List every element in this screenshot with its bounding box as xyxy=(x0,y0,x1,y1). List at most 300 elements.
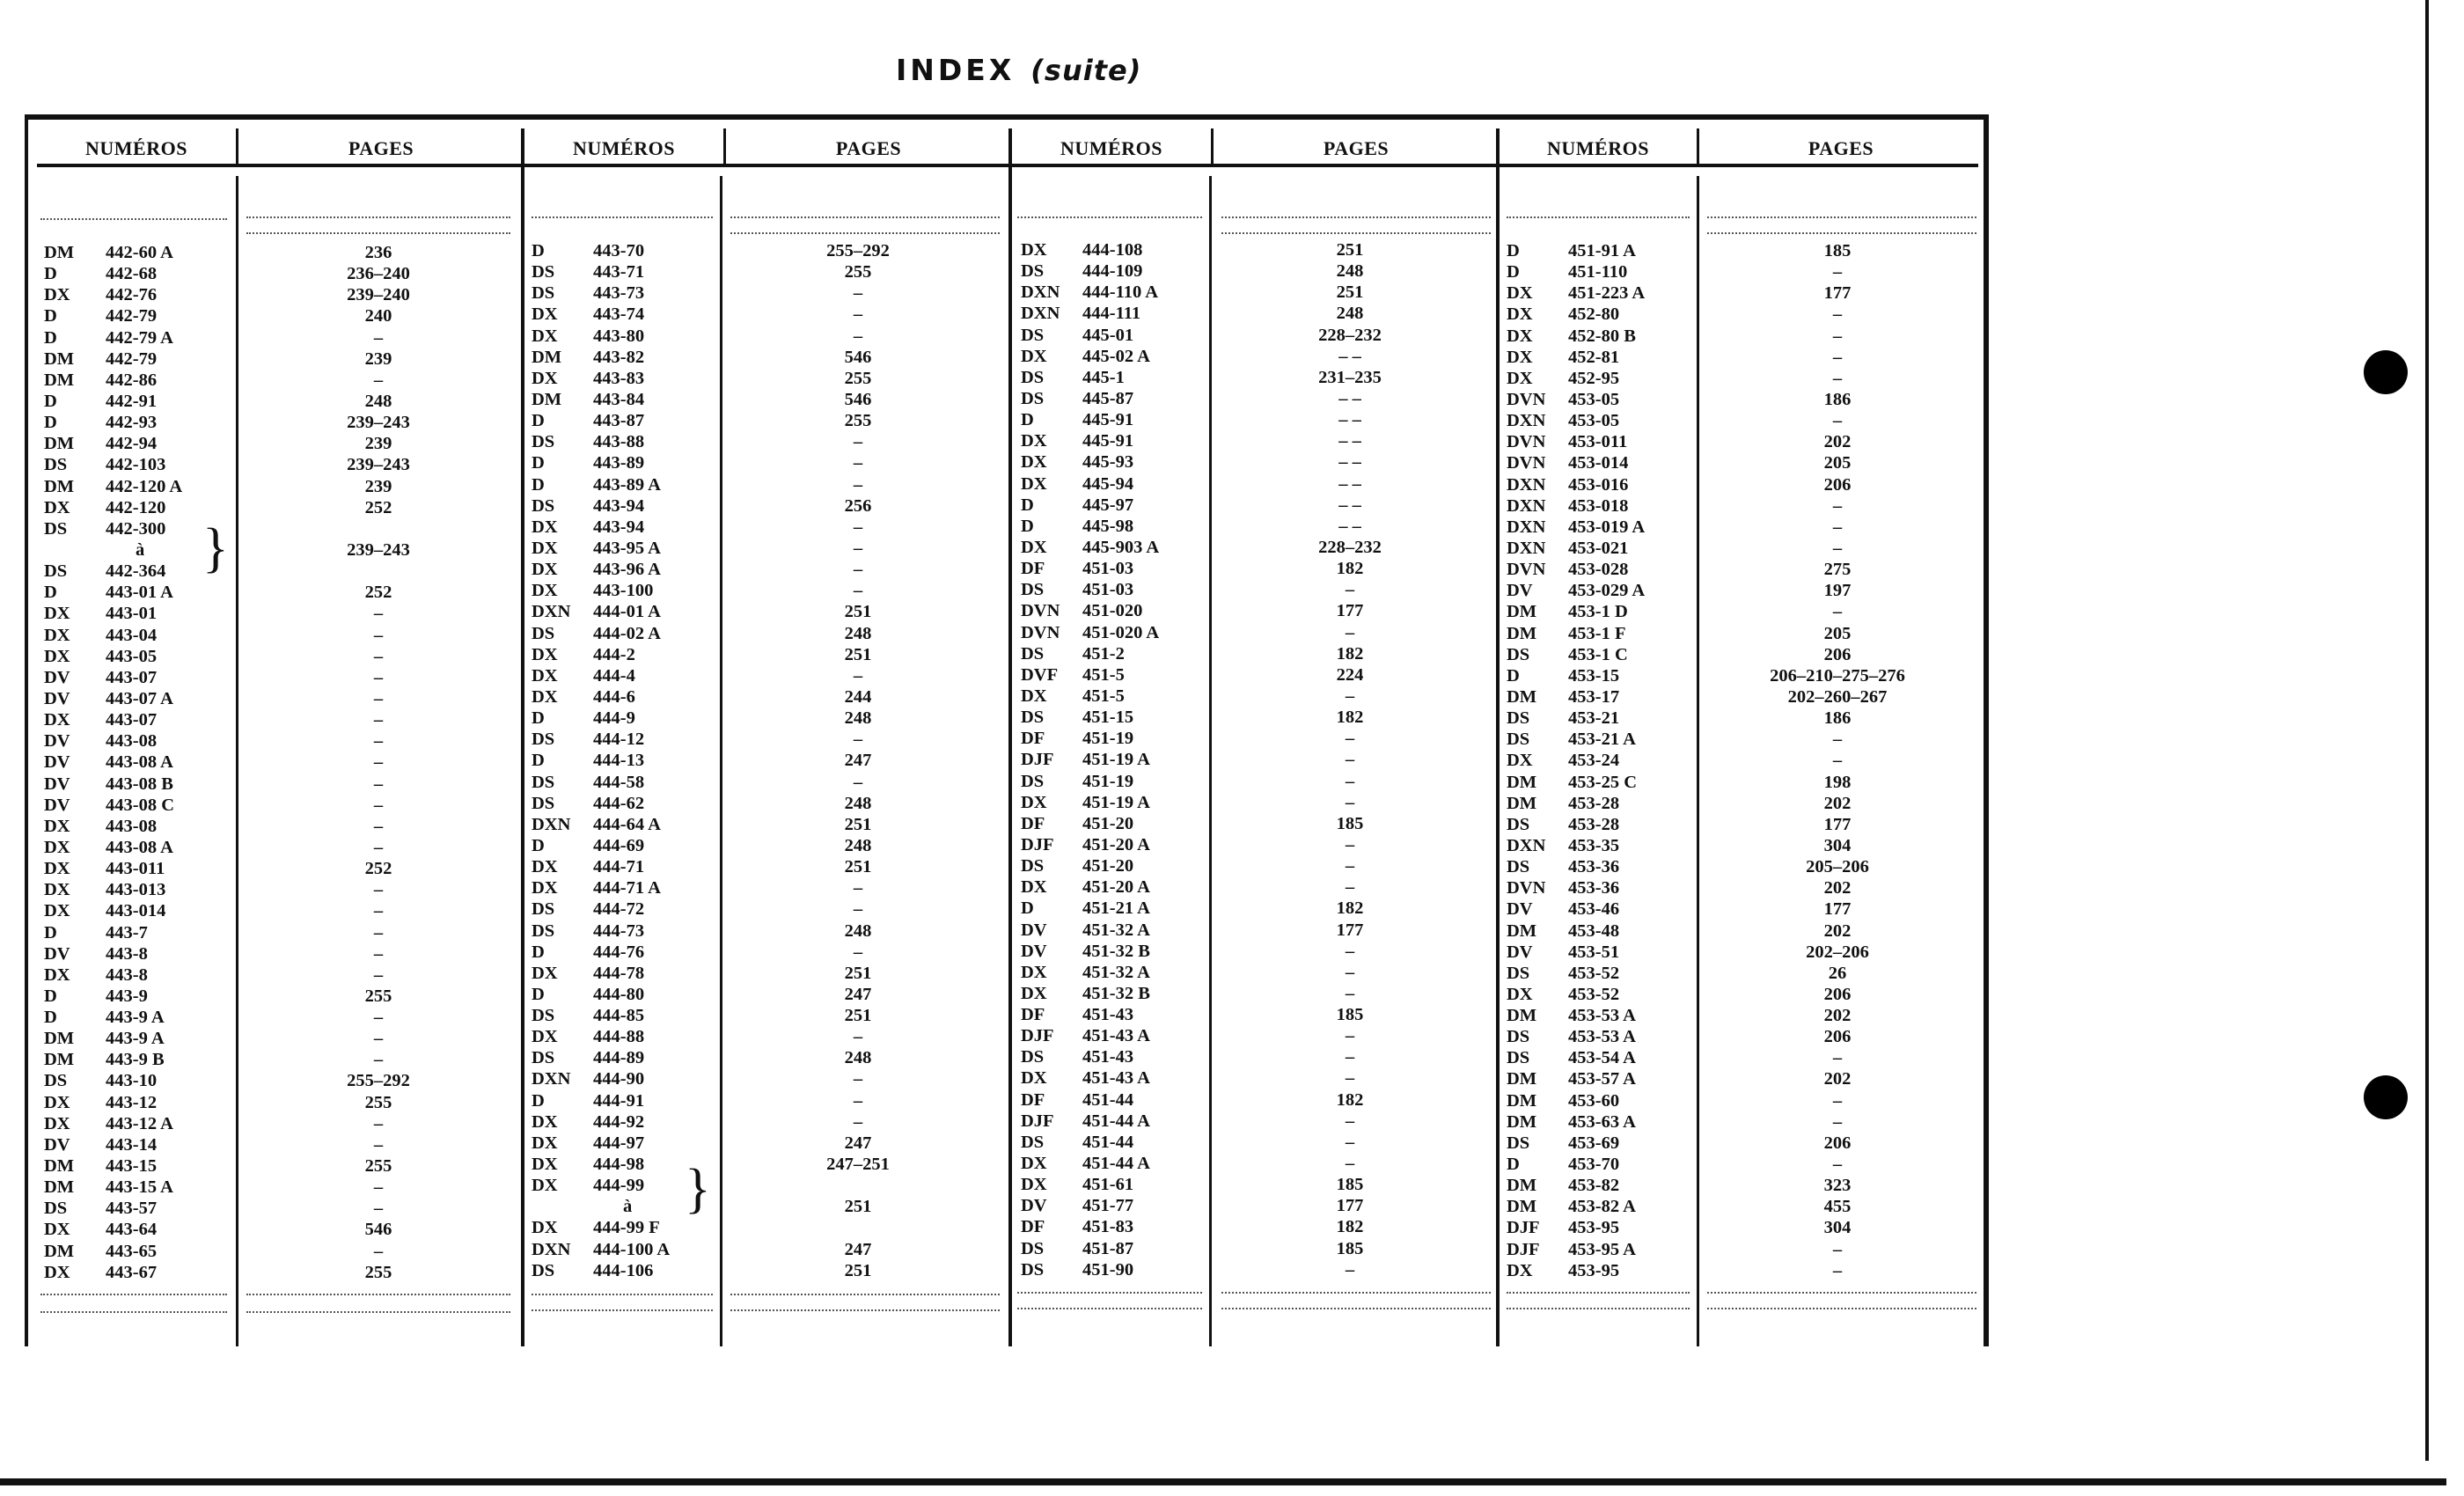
index-number: 451-21 A xyxy=(1082,898,1150,919)
index-number: 451-32 B xyxy=(1082,941,1150,961)
index-row xyxy=(44,900,519,921)
index-pages: – xyxy=(1832,730,1843,750)
index-number: 442-94 xyxy=(106,434,158,454)
index-pages: – xyxy=(1345,1111,1355,1131)
index-prefix: DS xyxy=(1021,1238,1045,1258)
index-row xyxy=(532,963,1007,984)
header-numeros-4: NUMÉROS xyxy=(1547,137,1649,159)
index-prefix: DS xyxy=(44,455,68,475)
index-pages: 202 xyxy=(1823,1006,1852,1026)
index-number: 451-43 A xyxy=(1082,1068,1150,1089)
index-prefix: DF xyxy=(1021,1217,1045,1237)
index-number: 453-17 xyxy=(1568,686,1620,707)
index-pages: – – xyxy=(1338,495,1361,515)
column-divider xyxy=(236,128,238,164)
index-prefix: DM xyxy=(1507,1176,1537,1196)
index-prefix: DS xyxy=(1507,1133,1530,1153)
index-number: 453-21 xyxy=(1568,708,1620,729)
index-row xyxy=(1507,1005,1982,1026)
index-pages: – xyxy=(373,327,384,348)
index-row xyxy=(1021,792,1496,813)
index-pages: 247 xyxy=(844,751,872,771)
punch-hole xyxy=(2364,350,2408,394)
column-divider xyxy=(723,128,726,164)
index-row xyxy=(1507,368,1982,389)
index-row xyxy=(1021,834,1496,855)
index-number: 453-51 xyxy=(1568,942,1620,962)
index-row xyxy=(1021,1216,1496,1237)
index-row xyxy=(532,772,1007,793)
index-number: 443-08 C xyxy=(106,795,175,815)
index-prefix: DX xyxy=(1021,983,1047,1003)
index-section-4 xyxy=(1507,240,1982,1281)
index-number: 445-91 xyxy=(1082,431,1134,451)
index-row xyxy=(532,1111,1007,1133)
dotted-rule xyxy=(246,1311,510,1313)
index-row xyxy=(532,644,1007,665)
index-pages: 248 xyxy=(364,391,392,411)
index-prefix: DX xyxy=(44,1220,70,1240)
index-row xyxy=(532,431,1007,452)
index-row xyxy=(1507,665,1982,686)
index-row xyxy=(532,261,1007,282)
index-pages: – xyxy=(373,795,384,815)
index-number: 452-80 xyxy=(1568,304,1620,325)
index-number: 442-91 xyxy=(106,391,158,411)
index-pages: 248 xyxy=(1336,261,1364,282)
index-number: 444-99 F xyxy=(593,1218,660,1238)
index-row xyxy=(44,943,519,964)
index-row xyxy=(44,284,519,305)
index-row xyxy=(1021,1174,1496,1195)
index-row xyxy=(44,646,519,667)
index-pages: – xyxy=(1345,1259,1355,1280)
index-row xyxy=(1021,941,1496,962)
page-title xyxy=(896,53,1141,87)
index-number: 445-97 xyxy=(1082,495,1134,515)
index-row xyxy=(44,986,519,1007)
index-pages: – xyxy=(1345,1132,1355,1152)
index-prefix: DX xyxy=(1021,1068,1047,1089)
index-prefix: DX xyxy=(532,878,558,898)
index-pages: – xyxy=(373,1177,384,1198)
index-pages: – xyxy=(1832,347,1843,367)
index-prefix: DX xyxy=(44,1262,70,1282)
index-pages: – xyxy=(373,731,384,752)
index-prefix: DX xyxy=(44,964,70,985)
index-pages: 182 xyxy=(1336,1089,1364,1110)
index-prefix: DX xyxy=(1021,792,1047,812)
index-pages: 197 xyxy=(1823,581,1852,601)
index-number: 443-08 xyxy=(106,731,158,752)
index-number: 453-05 xyxy=(1568,411,1620,431)
index-prefix: DF xyxy=(1021,559,1045,579)
index-row xyxy=(44,1028,519,1049)
index-row xyxy=(532,559,1007,580)
index-pages: – xyxy=(1345,622,1355,642)
index-number: 451-03 xyxy=(1082,559,1134,579)
index-prefix: DXN xyxy=(532,1239,571,1259)
index-row xyxy=(1021,473,1496,495)
index-pages: 202–206 xyxy=(1806,942,1869,962)
index-prefix: D xyxy=(532,411,545,431)
index-prefix: D xyxy=(44,327,57,348)
index-prefix: DX xyxy=(532,963,558,983)
index-pages: 206 xyxy=(1823,984,1852,1004)
dotted-rule xyxy=(1221,216,1491,218)
index-row xyxy=(532,877,1007,898)
index-number: 443-9 xyxy=(106,986,148,1006)
index-pages: – xyxy=(853,432,863,452)
index-row xyxy=(1507,1111,1982,1133)
index-pages: – xyxy=(1345,729,1355,749)
index-pages: 251 xyxy=(844,1006,872,1026)
index-row xyxy=(44,625,519,646)
index-prefix: DM xyxy=(44,476,75,496)
index-prefix: DV xyxy=(44,688,70,708)
index-row xyxy=(1507,1090,1982,1111)
index-pages: – xyxy=(1832,326,1843,346)
index-prefix: DX xyxy=(532,326,558,346)
index-row xyxy=(1021,260,1496,282)
index-prefix: DVF xyxy=(1021,664,1059,685)
index-number: 444-6 xyxy=(593,686,635,707)
index-number: 443-011 xyxy=(106,859,165,879)
index-number: 444-62 xyxy=(593,793,645,813)
index-row xyxy=(1021,898,1496,919)
index-pages: – xyxy=(1832,368,1843,388)
index-prefix: DM xyxy=(1507,623,1537,643)
index-pages: – xyxy=(373,816,384,836)
index-prefix: DJF xyxy=(1021,750,1054,770)
index-row xyxy=(1021,451,1496,473)
index-number: 444-76 xyxy=(593,942,645,962)
index-prefix: DS xyxy=(1021,856,1045,876)
index-prefix: D xyxy=(44,306,57,326)
index-prefix: DM xyxy=(1507,793,1537,813)
index-pages: – xyxy=(373,837,384,857)
index-pages: – – xyxy=(1338,431,1361,451)
index-prefix: DVN xyxy=(1507,432,1546,452)
index-pages: – xyxy=(373,688,384,708)
dotted-rule xyxy=(40,1311,227,1313)
index-prefix: DM xyxy=(44,370,75,390)
index-row xyxy=(1021,1025,1496,1046)
index-pages: 251 xyxy=(844,857,872,877)
index-row xyxy=(1507,686,1982,708)
column-divider xyxy=(1697,128,1699,164)
index-prefix: DJF xyxy=(1507,1218,1540,1238)
index-number: 453-35 xyxy=(1568,835,1620,855)
index-row xyxy=(1507,835,1982,856)
index-prefix: DM xyxy=(44,1177,75,1198)
index-prefix: DV xyxy=(44,774,70,794)
index-number: 452-81 xyxy=(1568,347,1620,367)
index-number: 451-19 xyxy=(1082,729,1134,749)
index-pages: – xyxy=(853,326,863,346)
page-edge xyxy=(0,1478,2446,1485)
index-pages: – xyxy=(1345,580,1355,600)
index-pages: 202 xyxy=(1823,793,1852,813)
index-number: 453-21 A xyxy=(1568,730,1636,750)
index-pages: 239 xyxy=(364,476,392,496)
index-row xyxy=(44,476,519,497)
index-row xyxy=(532,920,1007,942)
index-prefix: DXN xyxy=(1507,538,1546,558)
index-row xyxy=(1021,686,1496,707)
index-prefix: DS xyxy=(1507,963,1530,983)
index-pages: – xyxy=(1832,304,1843,325)
index-row xyxy=(1507,1217,1982,1238)
index-pages: – xyxy=(373,1113,384,1133)
index-row xyxy=(1021,516,1496,537)
index-prefix: DX xyxy=(44,880,70,900)
index-number: 443-100 xyxy=(593,581,654,601)
index-pages: – xyxy=(1345,1047,1355,1067)
index-prefix: DX xyxy=(44,285,70,305)
index-row xyxy=(44,816,519,837)
index-pages: – xyxy=(853,942,863,962)
punch-hole xyxy=(2364,1075,2408,1119)
index-number: 443-014 xyxy=(106,901,166,921)
index-number: 444-85 xyxy=(593,1006,645,1026)
index-row xyxy=(1507,410,1982,431)
index-number: 443-10 xyxy=(106,1071,158,1091)
index-prefix: DF xyxy=(1021,1089,1045,1110)
index-pages: – xyxy=(853,1090,863,1111)
index-row xyxy=(1507,898,1982,920)
index-row xyxy=(44,1007,519,1028)
index-number: 443-82 xyxy=(593,347,645,367)
index-prefix: DS xyxy=(1021,367,1045,387)
index-number: 444-4 xyxy=(593,665,635,686)
index-section-3 xyxy=(1021,239,1496,1280)
index-row xyxy=(1021,579,1496,600)
index-prefix: DS xyxy=(532,1260,555,1280)
index-prefix: DX xyxy=(1507,984,1533,1004)
index-pages: – xyxy=(853,1069,863,1089)
index-number: 443-73 xyxy=(593,283,645,304)
index-row xyxy=(532,1068,1007,1089)
index-number: 453-15 xyxy=(1568,665,1620,686)
index-pages: – xyxy=(373,943,384,964)
dotted-rule xyxy=(1507,1292,1690,1294)
index-prefix: D xyxy=(532,835,545,855)
index-number: 443-94 xyxy=(593,517,645,537)
index-prefix: DX xyxy=(532,1111,558,1132)
index-number: 442-103 xyxy=(106,455,166,475)
index-number: 445-903 A xyxy=(1082,537,1160,557)
index-pages: 546 xyxy=(844,389,872,409)
index-row xyxy=(532,729,1007,750)
section-divider xyxy=(521,128,524,1346)
index-row xyxy=(532,452,1007,473)
index-row xyxy=(1021,1046,1496,1067)
index-row xyxy=(1021,388,1496,409)
index-number: 444-69 xyxy=(593,835,645,855)
index-pages: 256 xyxy=(844,495,872,516)
index-prefix: DX xyxy=(44,646,70,666)
header-pages-1: PAGES xyxy=(348,137,414,159)
index-number: 453-028 xyxy=(1568,560,1629,580)
index-prefix: DV xyxy=(44,943,70,964)
index-row xyxy=(1507,1239,1982,1260)
index-pages: 323 xyxy=(1823,1176,1852,1196)
index-pages: 248 xyxy=(844,835,872,855)
index-number: 442-79 xyxy=(106,306,158,326)
index-number: 443-57 xyxy=(106,1199,158,1219)
index-pages: 251 xyxy=(1336,240,1364,260)
index-row xyxy=(1021,920,1496,941)
index-number: 451-32 A xyxy=(1082,920,1150,940)
index-number: 444-71 A xyxy=(593,878,661,898)
index-number: 451-20 xyxy=(1082,813,1134,833)
index-prefix: D xyxy=(532,708,545,729)
index-prefix: DX xyxy=(532,304,558,325)
index-row xyxy=(1021,303,1496,324)
index-number: 443-8 xyxy=(106,943,148,964)
index-pages: – – xyxy=(1338,516,1361,536)
index-prefix: D xyxy=(1021,898,1034,919)
index-row xyxy=(1507,580,1982,601)
index-prefix: DS xyxy=(532,432,555,452)
index-number: 451-5 xyxy=(1082,664,1125,685)
dotted-rule xyxy=(730,1309,1000,1311)
index-number: 444-100 A xyxy=(593,1239,671,1259)
index-number: 451-32 B xyxy=(1082,983,1150,1003)
index-prefix: DS xyxy=(1021,1047,1045,1067)
index-pages: 304 xyxy=(1823,1218,1852,1238)
index-prefix: DM xyxy=(44,1029,75,1049)
index-row xyxy=(1507,474,1982,495)
index-row xyxy=(44,1219,519,1240)
index-number: 451-15 xyxy=(1082,708,1134,728)
index-pages: 247 xyxy=(844,1239,872,1259)
dotted-rule xyxy=(1707,232,1976,234)
index-pages: 248 xyxy=(844,920,872,941)
index-prefix: DS xyxy=(1507,730,1530,750)
index-number: 443-80 xyxy=(593,326,645,346)
index-row xyxy=(1021,600,1496,621)
index-number: 453-05 xyxy=(1568,389,1620,409)
index-number: 443-9 A xyxy=(106,1029,165,1049)
index-pages: 248 xyxy=(844,623,872,643)
index-pages: – xyxy=(1832,538,1843,558)
index-row xyxy=(44,837,519,858)
index-row xyxy=(532,410,1007,431)
index-pages: – xyxy=(1345,771,1355,791)
index-prefix: DX xyxy=(1021,686,1047,706)
index-pages: 205 xyxy=(1823,623,1852,643)
index-pages: 182 xyxy=(1336,898,1364,919)
index-row xyxy=(532,1217,1007,1238)
index-prefix: DV xyxy=(1507,581,1533,601)
index-pages: – xyxy=(373,880,384,900)
index-prefix: DVN xyxy=(1507,389,1546,409)
index-prefix: DS xyxy=(44,561,68,582)
index-row xyxy=(44,688,519,709)
index-prefix: DM xyxy=(44,1241,75,1261)
index-pages: 248 xyxy=(844,708,872,729)
index-number: 442-60 A xyxy=(106,243,173,262)
index-row xyxy=(1507,644,1982,665)
index-prefix: DXN xyxy=(1021,304,1060,324)
index-prefix: DX xyxy=(44,816,70,836)
index-number: 453-1 C xyxy=(1568,644,1628,664)
index-prefix: DXN xyxy=(532,814,571,834)
index-prefix: DX xyxy=(1507,347,1533,367)
index-pages: – xyxy=(373,1199,384,1219)
index-pages: 177 xyxy=(1336,601,1364,621)
index-pages: 248 xyxy=(844,793,872,813)
index-prefix: DX xyxy=(1021,473,1047,494)
index-row xyxy=(532,282,1007,304)
index-row xyxy=(1021,1132,1496,1153)
index-pages: – – xyxy=(1338,388,1361,408)
index-pages: – xyxy=(853,665,863,686)
index-row xyxy=(1021,1004,1496,1025)
index-pages: – xyxy=(1832,411,1843,431)
index-pages: 255 xyxy=(364,1262,392,1282)
index-pages: 224 xyxy=(1336,664,1364,685)
index-prefix: DS xyxy=(1021,643,1045,664)
title-suite: (suite) xyxy=(1030,54,1142,87)
index-prefix: DS xyxy=(1507,644,1530,664)
index-row xyxy=(1507,793,1982,814)
index-pages: 206 xyxy=(1823,644,1852,664)
index-pages: 205 xyxy=(1823,453,1852,473)
index-prefix: DX xyxy=(532,857,558,877)
index-number: 443-013 xyxy=(106,880,166,900)
index-prefix: D xyxy=(44,1008,57,1028)
index-pages: 177 xyxy=(1823,283,1852,304)
index-pages: 255 xyxy=(844,262,872,282)
index-prefix: D xyxy=(44,264,57,284)
index-row xyxy=(1507,240,1982,261)
index-prefix: DJF xyxy=(1021,834,1054,854)
index-row xyxy=(44,391,519,412)
index-number: 451-44 xyxy=(1082,1089,1134,1110)
index-row xyxy=(1507,431,1982,452)
index-prefix: DV xyxy=(1507,942,1533,962)
index-prefix: DX xyxy=(532,665,558,686)
index-prefix: DX xyxy=(1021,1154,1047,1174)
index-row xyxy=(532,495,1007,517)
index-pages: – xyxy=(1832,1260,1843,1280)
index-prefix: DS xyxy=(1507,708,1530,729)
index-prefix: D xyxy=(532,241,545,260)
index-number: 444-106 xyxy=(593,1260,654,1280)
index-prefix: DS xyxy=(1021,1132,1045,1152)
index-prefix: DV xyxy=(1021,1196,1047,1216)
index-pages: – xyxy=(373,901,384,921)
index-prefix: DM xyxy=(1507,602,1537,622)
index-row xyxy=(1507,282,1982,304)
header-bottom-rule xyxy=(37,164,1978,167)
index-pages: 177 xyxy=(1823,814,1852,834)
index-number: 444-98 xyxy=(593,1155,645,1175)
header-numeros-3: NUMÉROS xyxy=(1060,137,1162,159)
index-number: 443-71 xyxy=(593,262,645,282)
index-number: 443-07 xyxy=(106,710,158,730)
index-number: 444-88 xyxy=(593,1027,645,1047)
index-row xyxy=(44,518,519,539)
index-prefix: DM xyxy=(1507,1069,1537,1089)
index-pages: 247 xyxy=(844,984,872,1004)
index-number: 444-110 A xyxy=(1082,282,1158,303)
index-pages: – xyxy=(373,1029,384,1049)
index-row xyxy=(1021,962,1496,983)
